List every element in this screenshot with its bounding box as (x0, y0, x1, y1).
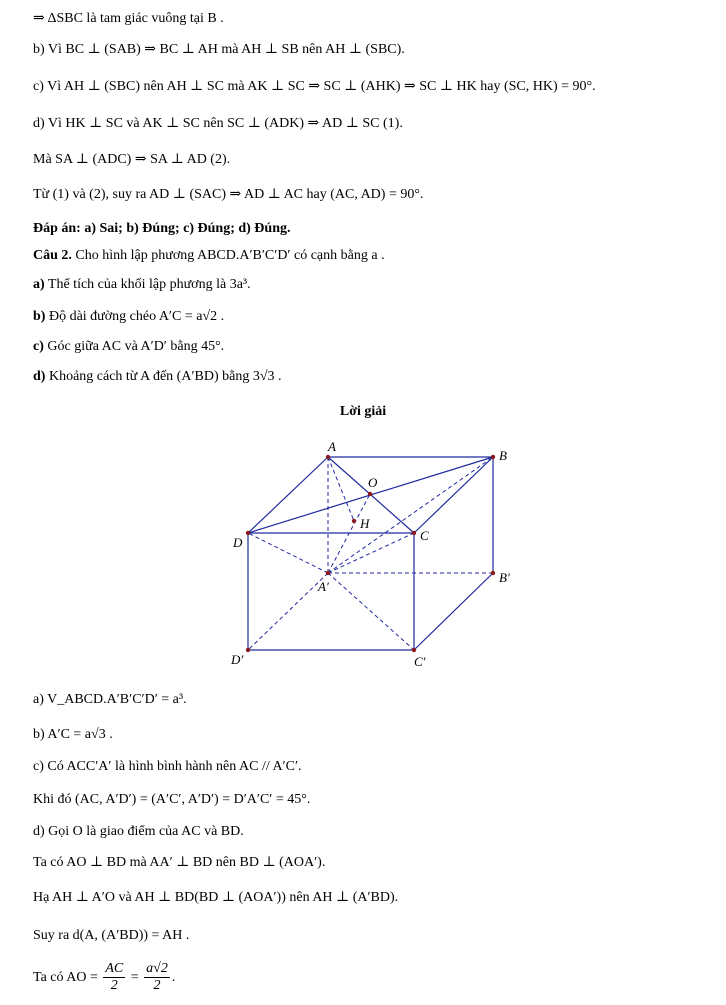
solution-c-1: c) Có ACC′A′ là hình bình hành nên AC // A′C′. (33, 759, 302, 774)
point-D (246, 531, 250, 535)
solution-d-5-prefix: Ta có AO = (33, 970, 102, 985)
label-D: D (233, 535, 243, 550)
solution-d-1: d) Gọi O là giao điểm của AC và BD. (33, 824, 244, 839)
label-B1: B′ (499, 570, 510, 585)
fraction-1-denominator: 2 (110, 978, 118, 994)
segment-A1B (328, 457, 493, 573)
option-b-label: b) (33, 309, 46, 324)
solution-d-5 (33, 960, 175, 996)
option-b-text: Độ dài đường chéo A′C = a√2 . (45, 309, 225, 324)
label-C: C (420, 528, 429, 543)
fraction-ac-over-2 (103, 961, 125, 994)
text-line-2: b) Vì BC ⊥ (SAB) ⇒ BC ⊥ AH mà AH ⊥ SB nên AH ⊥ (SBC). (33, 42, 405, 57)
point-A1 (326, 571, 330, 575)
label-A: A (328, 439, 336, 454)
solution-d-4: Suy ra d(A, (A′BD)) = AH . (33, 928, 190, 943)
solution-b: b) A′C = a√3 . (33, 727, 113, 742)
edge-C1B1 (414, 573, 493, 650)
edge-DA (248, 457, 328, 533)
text-line-4: d) Vì HK ⊥ SC và AK ⊥ SC nên SC ⊥ (ADK) ⇒ AD ⊥ SC (1). (33, 116, 403, 131)
solution-c-2: Khi đó (AC, A′D′) = (A′C′, A′D′) = D′A′C′ = 45°. (33, 792, 311, 807)
solution-a: a) V_ABCD.A′B′C′D′ = a³. (33, 692, 187, 707)
segment-A1C (328, 533, 414, 573)
point-O (368, 492, 372, 496)
label-B: B (499, 448, 507, 463)
fraction-2-numerator: a√2 (146, 961, 168, 977)
text-line-6: Từ (1) và (2), suy ra AD ⊥ (SAC) ⇒ AD ⊥ AC hay (AC, AD) = 90°. (33, 187, 424, 202)
solution-d-3: Hạ AH ⊥ A′O và AH ⊥ BD(BD ⊥ (AOA′)) nên AH ⊥ (A′BD). (33, 890, 399, 905)
text-line-5: Mà SA ⊥ (ADC) ⇒ SA ⊥ AD (2). (33, 152, 231, 167)
point-D1 (246, 648, 250, 652)
label-A1: A′ (318, 579, 329, 594)
text-line-3: c) Vì AH ⊥ (SBC) nên AH ⊥ SC mà AK ⊥ SC ⇒ SC ⊥ (AHK) ⇒ SC ⊥ HK hay (SC, HK) = 90°. (33, 79, 596, 94)
label-C1: C′ (414, 654, 426, 669)
equals-sign: = (130, 970, 139, 985)
text-line-1: ⇒ ΔSBC là tam giác vuông tại B . (33, 11, 224, 26)
point-B1 (491, 571, 495, 575)
option-a-text: Thể tích của khối lập phương là 3a³. (44, 277, 251, 292)
answer-line: Đáp án: a) Sai; b) Đúng; c) Đúng; d) Đúng. (33, 221, 291, 236)
solution-title: Lời giải (339, 404, 387, 419)
label-H: H (360, 516, 370, 531)
point-C (412, 531, 416, 535)
segment-A1D (248, 533, 328, 573)
point-H (352, 519, 356, 523)
fraction-2-denominator: 2 (153, 978, 161, 994)
label-D1: D′ (231, 652, 244, 667)
option-d-text: Khoảng cách từ A đến (A′BD) bằng 3√3 . (45, 369, 282, 384)
segment-AH (328, 457, 354, 521)
period: . (171, 970, 176, 985)
option-c-label: c) (33, 339, 44, 354)
option-a-label: a) (33, 277, 45, 292)
edge-A1D1 (248, 573, 328, 650)
label-O: O (368, 475, 378, 490)
question-label: Câu 2. (33, 248, 72, 263)
fraction-1-numerator: AC (105, 961, 124, 977)
question-text: Cho hình lập phương ABCD.A′B′C′D′ có cạnh bằng a . (71, 248, 385, 263)
solution-d-2: Ta có AO ⊥ BD mà AA′ ⊥ BD nên BD ⊥ (AOA′). (33, 855, 326, 870)
option-c-text: Góc giữa AC và A′D′ bằng 45°. (43, 339, 225, 354)
fraction-a-root2-over-2 (144, 961, 170, 994)
segment-A1C1 (328, 573, 414, 650)
edge-BC (414, 457, 493, 533)
option-d-label: d) (33, 369, 46, 384)
point-C1 (412, 648, 416, 652)
point-B (491, 455, 495, 459)
point-A (326, 455, 330, 459)
